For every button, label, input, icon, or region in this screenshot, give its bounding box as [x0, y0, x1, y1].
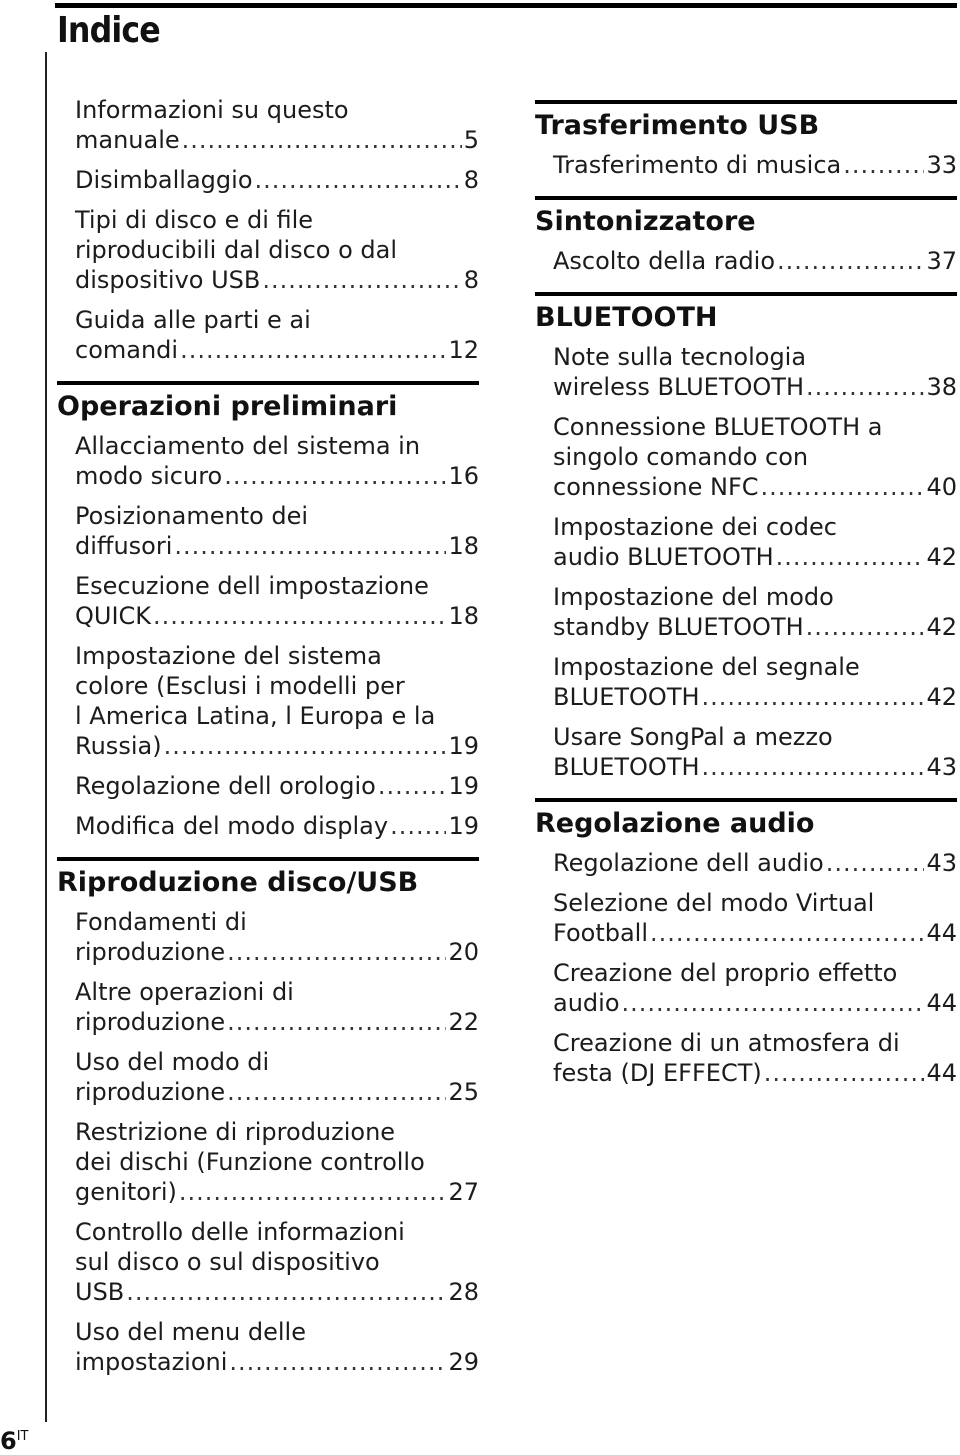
toc-section	[57, 381, 479, 841]
dot-leader	[806, 612, 925, 642]
page-footer	[0, 1427, 28, 1455]
dot-leader	[390, 811, 446, 841]
entry-last-line	[553, 848, 957, 878]
entry-line: l America Latina, l Europa e la	[75, 702, 436, 730]
entry-last-line	[75, 1007, 479, 1037]
entry-line: colore (Esclusi i modelli per	[75, 672, 405, 700]
page-ref: 8	[463, 266, 479, 294]
entry-line: Creazione del proprio effetto	[553, 959, 898, 987]
dot-leader	[702, 682, 925, 712]
toc-entry[interactable]	[75, 907, 479, 967]
entry-line: Tipi di disco e di file	[75, 206, 314, 234]
toc-entry[interactable]	[553, 412, 957, 502]
section-rule	[535, 292, 957, 296]
dot-leader	[622, 988, 925, 1018]
dot-leader	[180, 335, 446, 365]
entry-text: festa (DJ EFFECT)	[553, 1059, 762, 1087]
margin-bar	[45, 52, 47, 1422]
entry-line: Impostazione dei codec	[553, 513, 837, 541]
dot-leader	[174, 531, 446, 561]
entry-text: riproduzione	[75, 938, 226, 966]
entry-text: Football	[553, 919, 649, 947]
toc-entry[interactable]	[75, 1317, 479, 1377]
page-ref: 42	[926, 613, 957, 641]
section-rule	[57, 381, 479, 385]
section-title: Operazioni preliminari	[57, 391, 398, 422]
toc-section	[535, 292, 957, 782]
toc-entry[interactable]	[553, 958, 957, 1018]
entry-line: Impostazione del modo	[553, 583, 834, 611]
entry-last-line	[75, 937, 479, 967]
entry-text: QUICK	[75, 602, 152, 630]
entry-last-line	[75, 1347, 479, 1377]
dot-leader	[179, 1177, 447, 1207]
section-rule	[535, 798, 957, 802]
page-ref: 5	[463, 126, 479, 154]
entry-line: Posizionamento dei	[75, 502, 309, 530]
entry-text: Disimballaggio	[75, 166, 253, 194]
toc-section	[535, 196, 957, 276]
toc-entry[interactable]	[553, 652, 957, 712]
entry-line: sul disco o sul dispositivo	[75, 1248, 380, 1276]
page-ref: 19	[448, 772, 479, 800]
page-ref: 44	[926, 1059, 957, 1087]
section-rule	[535, 100, 957, 104]
entry-last-line	[553, 918, 957, 948]
page-ref: 44	[926, 989, 957, 1017]
entry-last-line	[75, 1077, 479, 1107]
entry-line: Informazioni su questo	[75, 96, 349, 124]
entry-line: Usare SongPal a mezzo	[553, 723, 833, 751]
entry-text: riproduzione	[75, 1008, 226, 1036]
toc-entry[interactable]	[75, 641, 479, 761]
page-ref: 43	[926, 753, 957, 781]
page-ref: 43	[926, 849, 957, 877]
dot-leader	[229, 1347, 446, 1377]
dot-leader	[227, 1007, 446, 1037]
entry-text: BLUETOOTH	[553, 753, 700, 781]
section-title: Trasferimento USB	[535, 110, 820, 141]
section-title: Sintonizzatore	[535, 206, 756, 237]
entry-last-line	[75, 335, 479, 365]
entry-line: Uso del modo di	[75, 1048, 270, 1076]
entry-line: Impostazione del sistema	[75, 642, 382, 670]
entry-text: diffusori	[75, 532, 173, 560]
dot-leader	[126, 1277, 446, 1307]
entry-last-line	[75, 265, 479, 295]
dot-leader	[153, 601, 446, 631]
entry-text: connessione NFC	[553, 473, 759, 501]
dot-leader	[764, 1058, 925, 1088]
entry-text: Regolazione dell audio	[553, 849, 824, 877]
entry-last-line	[553, 1058, 957, 1088]
toc-entry[interactable]	[553, 150, 957, 180]
entry-last-line	[75, 1277, 479, 1307]
entry-last-line	[75, 165, 479, 195]
toc-entry[interactable]	[553, 1028, 957, 1088]
dot-leader	[224, 461, 446, 491]
toc-entry[interactable]	[553, 888, 957, 948]
toc-entry[interactable]	[553, 342, 957, 402]
entry-text: wireless BLUETOOTH	[553, 373, 804, 401]
page-ref: 18	[448, 602, 479, 630]
entry-text: audio	[553, 989, 620, 1017]
dot-leader	[227, 937, 446, 967]
entry-last-line	[75, 531, 479, 561]
toc-entry[interactable]	[75, 95, 479, 155]
page-ref: 8	[463, 166, 479, 194]
section-title: Riproduzione disco/USB	[57, 867, 419, 898]
entry-last-line	[75, 731, 479, 761]
entry-text: USB	[75, 1278, 125, 1306]
entry-text: impostazioni	[75, 1348, 228, 1376]
toc-entry[interactable]	[553, 848, 957, 878]
entry-last-line	[553, 682, 957, 712]
page-ref: 18	[448, 532, 479, 560]
page-ref: 12	[448, 336, 479, 364]
right-column	[535, 100, 957, 1098]
entry-text: Regolazione dell orologio	[75, 772, 376, 800]
entry-last-line	[553, 988, 957, 1018]
entry-text: audio BLUETOOTH	[553, 543, 774, 571]
entry-line: Connessione BLUETOOTH a	[553, 413, 883, 441]
section-entries	[535, 342, 957, 782]
page-ref: 27	[448, 1178, 479, 1206]
entry-text: comandi	[75, 336, 179, 364]
entry-last-line	[75, 771, 479, 801]
language-code: IT	[16, 1429, 29, 1444]
toc-section	[535, 100, 957, 180]
entry-last-line	[75, 461, 479, 491]
dot-leader	[378, 771, 447, 801]
entry-text: standby BLUETOOTH	[553, 613, 804, 641]
section-entries	[535, 848, 957, 1088]
entry-text: Russia)	[75, 732, 162, 760]
entry-line: Uso del menu delle	[75, 1318, 306, 1346]
section-entries	[57, 431, 479, 841]
section-rule	[57, 857, 479, 861]
entry-line: Fondamenti di	[75, 908, 247, 936]
entry-text: manuale	[75, 126, 180, 154]
page-ref: 19	[448, 732, 479, 760]
entry-last-line	[553, 612, 957, 642]
page-number: 6	[0, 1427, 17, 1455]
entry-line: Creazione di un atmosfera di	[553, 1029, 900, 1057]
intro-entries	[57, 95, 479, 365]
entry-line: Guida alle parti e ai	[75, 306, 311, 334]
page-ref: 19	[448, 812, 479, 840]
entry-line: Allacciamento del sistema in	[75, 432, 421, 460]
dot-leader	[702, 752, 925, 782]
page-ref: 37	[926, 247, 957, 275]
entry-text: BLUETOOTH	[553, 683, 700, 711]
section-entries	[535, 246, 957, 276]
page-ref: 22	[448, 1008, 479, 1036]
toc-section	[535, 798, 957, 1088]
toc-entry[interactable]	[75, 977, 479, 1037]
page-title: Indice	[57, 10, 160, 51]
entry-line: Restrizione di riproduzione	[75, 1118, 396, 1146]
dot-leader	[843, 150, 924, 180]
page-ref: 40	[926, 473, 957, 501]
dot-leader	[255, 165, 462, 195]
dot-leader	[262, 265, 461, 295]
entry-line: riproducibili dal disco o dal	[75, 236, 398, 264]
entry-text: dispositivo USB	[75, 266, 261, 294]
page-ref: 33	[926, 151, 957, 179]
entry-last-line	[553, 246, 957, 276]
dot-leader	[650, 918, 924, 948]
dot-leader	[761, 472, 925, 502]
page-ref: 29	[448, 1348, 479, 1376]
entry-last-line	[553, 372, 957, 402]
left-column	[57, 95, 479, 1387]
dot-leader	[826, 848, 925, 878]
entry-last-line	[75, 1177, 479, 1207]
toc-entry[interactable]	[75, 771, 479, 801]
top-rule	[55, 3, 957, 8]
toc-entry[interactable]	[75, 305, 479, 365]
entry-text: riproduzione	[75, 1078, 226, 1106]
page-ref: 44	[926, 919, 957, 947]
toc-entry[interactable]	[75, 165, 479, 195]
section-title: BLUETOOTH	[535, 302, 718, 333]
entry-last-line	[75, 811, 479, 841]
page-ref: 20	[448, 938, 479, 966]
entry-last-line	[553, 472, 957, 502]
entry-line: dei dischi (Funzione controllo	[75, 1148, 425, 1176]
toc-entry[interactable]	[553, 512, 957, 572]
toc-section	[57, 857, 479, 1377]
entry-last-line	[553, 752, 957, 782]
entry-line: Controllo delle informazioni	[75, 1218, 405, 1246]
entry-text: genitori)	[75, 1178, 177, 1206]
toc-entry[interactable]	[75, 1217, 479, 1307]
toc-entry[interactable]	[75, 1117, 479, 1207]
page-ref: 28	[448, 1278, 479, 1306]
toc-entry[interactable]	[553, 246, 957, 276]
entry-line: Esecuzione dell impostazione	[75, 572, 429, 600]
toc-entry[interactable]	[75, 205, 479, 295]
entry-line: Selezione del modo Virtual	[553, 889, 875, 917]
toc-entry[interactable]	[75, 431, 479, 491]
entry-text: Modifica del modo display	[75, 812, 389, 840]
dot-leader	[777, 246, 924, 276]
dot-leader	[776, 542, 925, 572]
entry-last-line	[553, 542, 957, 572]
toc-entry[interactable]	[75, 501, 479, 561]
section-title: Regolazione audio	[535, 808, 815, 839]
toc-entry[interactable]	[75, 811, 479, 841]
dot-leader	[227, 1077, 446, 1107]
entry-last-line	[553, 150, 957, 180]
page-ref: 25	[448, 1078, 479, 1106]
entry-last-line	[75, 601, 479, 631]
entry-line: Altre operazioni di	[75, 978, 294, 1006]
entry-line: Impostazione del segnale	[553, 653, 860, 681]
toc-entry[interactable]	[553, 722, 957, 782]
toc-entry[interactable]	[553, 582, 957, 642]
entry-last-line	[75, 125, 479, 155]
section-entries	[57, 907, 479, 1377]
section-rule	[535, 196, 957, 200]
section-entries	[535, 150, 957, 180]
entry-text: Ascolto della radio	[553, 247, 776, 275]
dot-leader	[806, 372, 924, 402]
entry-line: Note sulla tecnologia	[553, 343, 807, 371]
entry-text: Trasferimento di musica	[553, 151, 842, 179]
dot-leader	[164, 731, 447, 761]
page-ref: 16	[448, 462, 479, 490]
entry-text: modo sicuro	[75, 462, 223, 490]
entry-line: singolo comando con	[553, 443, 809, 471]
page-ref: 42	[926, 543, 957, 571]
page-ref: 38	[926, 373, 957, 401]
toc-entry[interactable]	[75, 1047, 479, 1107]
dot-leader	[182, 125, 462, 155]
toc-entry[interactable]	[75, 571, 479, 631]
page-ref: 42	[926, 683, 957, 711]
